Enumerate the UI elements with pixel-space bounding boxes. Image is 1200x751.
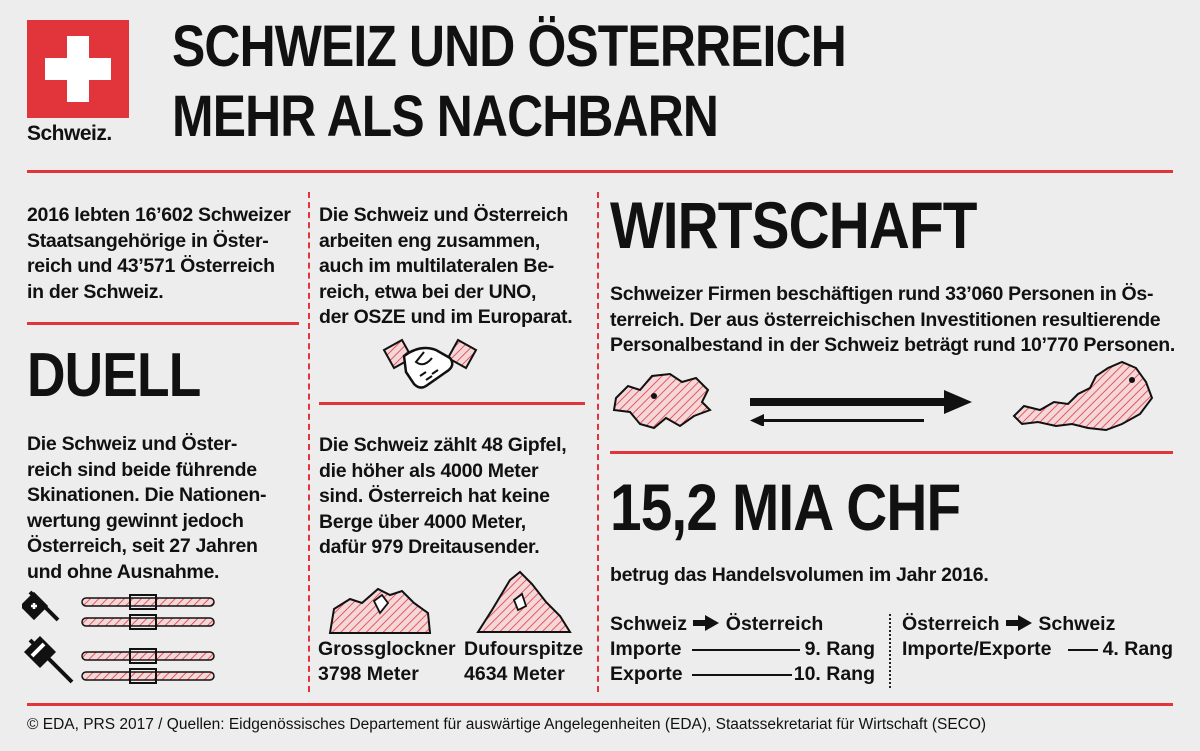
ch-imports-rank: 9. Rang bbox=[804, 638, 875, 660]
dufourspitze-mountain-icon bbox=[476, 570, 572, 634]
grossglockner-mountain-icon bbox=[328, 585, 432, 635]
mountains-text: Die Schweiz zählt 48 Gipfel, die höher als 4000 Meter sind. Österreich hat keine Berge über 4000 Meter, dafür 979 Dreitausender. bbox=[319, 434, 567, 558]
logo-label: Schweiz. bbox=[27, 122, 112, 145]
skis-top-icon bbox=[82, 595, 214, 629]
volume-title: 15,2 MIA CHF bbox=[610, 470, 961, 544]
trade-divider bbox=[889, 614, 891, 688]
divider-left-middle bbox=[308, 192, 310, 692]
duell-text: Die Schweiz und Öster- reich sind beide führende Skinationen. Die Nationen- wertung gewinnt jedoch Österreich, seit 27 Jahren und ohne Ausnahme. bbox=[27, 433, 267, 583]
ch-to-at-to: Österreich bbox=[725, 613, 824, 635]
divider-middle-right bbox=[597, 192, 599, 692]
cooperation-text: Die Schweiz und Österreich arbeiten eng zusammen, auch im multilateralen Be- reich, etwa bei der UNO, der OSZE und im Europarat. bbox=[319, 204, 573, 328]
swiss-flag-icon bbox=[22, 592, 58, 620]
ch-exports-label: Exporte bbox=[610, 663, 683, 685]
arrow-right-icon bbox=[1006, 615, 1032, 631]
middle-divider bbox=[319, 402, 585, 405]
ch-to-at-block bbox=[610, 612, 875, 687]
swiss-cross-icon bbox=[27, 20, 129, 118]
at-to-ch-to: Schweiz bbox=[1038, 613, 1116, 635]
wirtschaft-text: Schweizer Firmen beschäftigen rund 33’060 Personen in Ös- terreich. Der aus österreichischen Investitionen resultierende Personalbestand in der Schweiz beträgt rund 10’770 Personen. bbox=[610, 283, 1176, 356]
ski-flags-illustration bbox=[22, 590, 222, 690]
at-imports-exports-rank: 4. Rang bbox=[1102, 638, 1173, 660]
title-line-1: SCHWEIZ UND ÖSTERREICH bbox=[172, 14, 846, 79]
top-divider bbox=[27, 170, 1173, 173]
ch-to-at-from: Schweiz bbox=[610, 613, 687, 635]
austria-map-icon bbox=[1010, 358, 1156, 434]
peak2-label: Dufourspitze 4634 Meter bbox=[464, 638, 584, 685]
arrow-right-icon bbox=[693, 615, 719, 631]
wirtschaft-title: WIRTSCHAFT bbox=[610, 188, 977, 262]
handshake-icon bbox=[380, 336, 480, 390]
trade-arrows-icon bbox=[748, 390, 974, 426]
skis-bottom-icon bbox=[82, 649, 214, 683]
title-line-2: MEHR ALS NACHBARN bbox=[172, 84, 719, 149]
footer-credits: © EDA, PRS 2017 / Quellen: Eidgenössisches Departement für auswärtige Angelegenheiten (EDA), Staatssekretariat für Wirtschaft (SECO) bbox=[27, 716, 987, 733]
peak1-label: Grossglockner 3798 Meter bbox=[318, 638, 456, 685]
right-divider bbox=[610, 451, 1173, 454]
at-to-ch-from: Österreich bbox=[902, 613, 1000, 635]
bottom-divider bbox=[27, 703, 1173, 706]
switzerland-map-icon bbox=[610, 368, 714, 432]
ch-imports-label: Importe bbox=[610, 638, 682, 660]
austrian-flag-icon bbox=[24, 636, 72, 682]
left-divider bbox=[27, 322, 299, 325]
at-imports-exports-label: Importe/Exporte bbox=[902, 638, 1052, 660]
volume-text: betrug das Handelsvolumen im Jahr 2016. bbox=[610, 564, 989, 586]
ch-exports-rank: 10. Rang bbox=[793, 663, 875, 685]
duell-title: DUELL bbox=[27, 341, 201, 410]
intro-text: 2016 lebten 16’602 Schweizer Staatsangehörige in Öster- reich und 43’571 Österreich in der Schweiz. bbox=[27, 204, 291, 303]
swiss-logo bbox=[27, 20, 129, 150]
page-title bbox=[172, 14, 956, 149]
at-to-ch-block bbox=[902, 612, 1173, 662]
